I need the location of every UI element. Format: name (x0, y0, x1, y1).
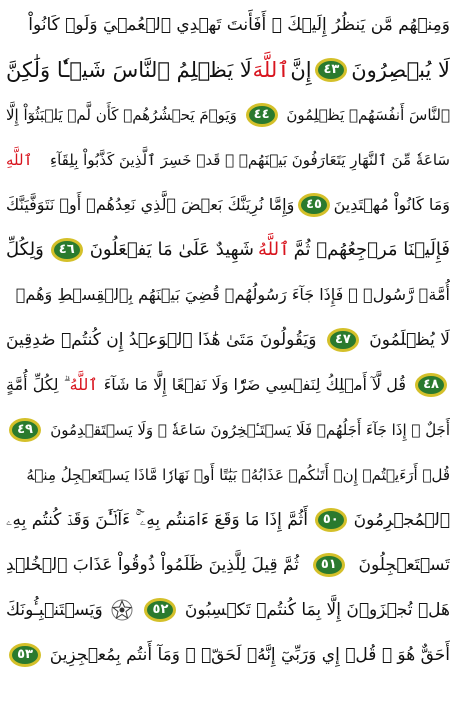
verse-text: هَلۡ تُجۡزَوۡنَ إِلَّا بِمَا كُنتُمۡ تَكۡسِبُونَ (184, 599, 450, 620)
ayah-number-marker: ٥٢ (144, 598, 176, 622)
text-line (6, 587, 450, 632)
verse-text: وَيَقُولُونَ مَتَىٰ هَٰذَا ٱلۡوَعۡدُ إِن كُنتُمۡ صَٰدِقِينَ (6, 329, 317, 350)
verse-text: ثُمَّ قِيلَ لِلَّذِينَ ظَلَمُواْ ذُوقُواْ عَذَابَ ٱلۡخُلۡدِ (6, 554, 300, 575)
verse-text: وَيَوۡمَ يَحۡشُرُهُمۡ كَأَن لَّمۡ يَلۡبَثُوٓاْ إِلَّا (6, 105, 237, 124)
verse-text: لَا يَظۡلِمُ ٱلنَّاسَ شَيۡـٔٗا وَلَٰكِنَّ (6, 57, 252, 82)
divine-name-text: ٱللَّهَ (252, 57, 290, 82)
divine-name-text: ٱللَّهُ (69, 375, 98, 394)
verse-text: إِنَّ (290, 57, 312, 82)
verse-text: تَسۡتَعۡجِلُونَ (358, 554, 450, 575)
star-ornament-icon (111, 599, 133, 621)
ayah-number-marker: ٤٨ (415, 373, 447, 397)
ayah-number-marker: ٥٠ (315, 508, 347, 532)
verse-text: أُمَّةٖ رَّسُولٞ ۖ فَإِذَا جَآءَ رَسُولُهُمۡ قُضِيَ بَيۡنَهُم بِٱلۡقِسۡطِ وَهُمۡ (15, 285, 450, 304)
verse-text: وَيَسۡتَنۢبِـُٔونَكَ (6, 599, 103, 620)
verse-text: ٱلۡمُجۡرِمُونَ (353, 509, 450, 530)
text-line (6, 632, 450, 677)
text-line (6, 542, 450, 587)
verse-text: وَمِنۡهُم مَّن يَنظُرُ إِلَيۡكَ ۚ أَفَأَنتَ تَهۡدِي ٱلۡعُمۡيَ وَلَوۡ كَانُواْ (28, 14, 450, 35)
text-line (6, 497, 450, 542)
verse-text: أَجَلٌ ۚ إِذَا جَآءَ أَجَلُهُمۡ فَلَا يَسۡتَـٔۡخِرُونَ سَاعَةٗ ۖ وَلَا يَسۡتَقۡدِمُونَ (50, 420, 450, 439)
verse-text: قُلۡ أَرَءَيۡتُمۡ إِنۡ أَتَىٰكُمۡ عَذَابُهُۥ بَيَٰتًا أَوۡ نَهَارٗا مَّاذَا يَسۡتَعۡجِلُ مِنۡهُ (26, 465, 450, 484)
ayah-number-marker: ٤٩ (9, 418, 41, 442)
ayah-number-marker: ٤٦ (51, 238, 83, 262)
text-line (6, 407, 450, 452)
verse-text: شَهِيدٌ عَلَىٰ مَا يَفۡعَلُونَ (89, 239, 255, 260)
verse-text: سَاعَةٗ مِّنَ ٱلنَّهَارِ يَتَعَارَفُونَ بَيۡنَهُمۡ ۚ قَدۡ خَسِرَ ٱلَّذِينَ كَذَّبُواْ بِلِقَآءِ (50, 150, 450, 169)
ayah-number-marker: ٥١ (313, 553, 345, 577)
verse-text: لَا يُبۡصِرُونَ (351, 57, 450, 82)
text-line (6, 137, 450, 182)
verse-text: قُل لَّآ أَمۡلِكُ لِنَفۡسِي ضَرّٗا وَلَا نَفۡعًا إِلَّا مَا شَآءَ (103, 375, 407, 394)
verse-text: أَحَقٌّ هُوَ ۖ قُلۡ إِي وَرَبِّيٓ إِنَّهُۥ لَحَقّٞ ۖ وَمَآ أَنتُم بِمُعۡجِزِينَ (49, 644, 450, 665)
verse-text: لَا يُظۡلَمُونَ (369, 329, 450, 350)
ayah-number-marker: ٥٣ (9, 643, 41, 667)
text-line (6, 317, 450, 362)
text-line (6, 452, 450, 497)
divine-name-text: ٱللَّهُ (257, 239, 290, 260)
ayah-number-marker: ٤٤ (246, 103, 278, 127)
verse-text: وَمَا كَانُواْ مُهۡتَدِينَ (333, 195, 450, 214)
divine-name-text: ٱللَّهِ (6, 150, 33, 169)
text-line (6, 182, 450, 227)
verse-text: وَلِكُلِّ (6, 239, 44, 260)
text-line (6, 2, 450, 47)
text-line (6, 92, 450, 137)
verse-text: وَإِمَّا نُرِيَنَّكَ بَعۡضَ ٱلَّذِي نَعِدُهُمۡ أَوۡ نَتَوَفَّيَنَّكَ (6, 195, 295, 214)
text-line (6, 47, 450, 92)
verse-text: ۗ لِكُلِّ أُمَّةٍ (6, 374, 64, 394)
text-line (6, 362, 450, 407)
verse-text: فَإِلَيۡنَا مَرۡجِعُهُمۡ ثُمَّ (293, 239, 450, 260)
ayah-number-marker: ٤٣ (315, 58, 347, 82)
text-line (6, 272, 450, 317)
text-line (6, 227, 450, 272)
verse-text: ٱلنَّاسَ أَنفُسَهُمۡ يَظۡلِمُونَ (286, 105, 450, 124)
ayah-number-marker: ٤٥ (298, 193, 330, 217)
verse-text: أَثُمَّ إِذَا مَا وَقَعَ ءَامَنتُم بِهِۦٓ ۚ ءَآلۡـَٰٔنَ وَقَدۡ كُنتُم بِهِۦ (6, 509, 308, 530)
ayah-number-marker: ٤٧ (327, 328, 359, 352)
